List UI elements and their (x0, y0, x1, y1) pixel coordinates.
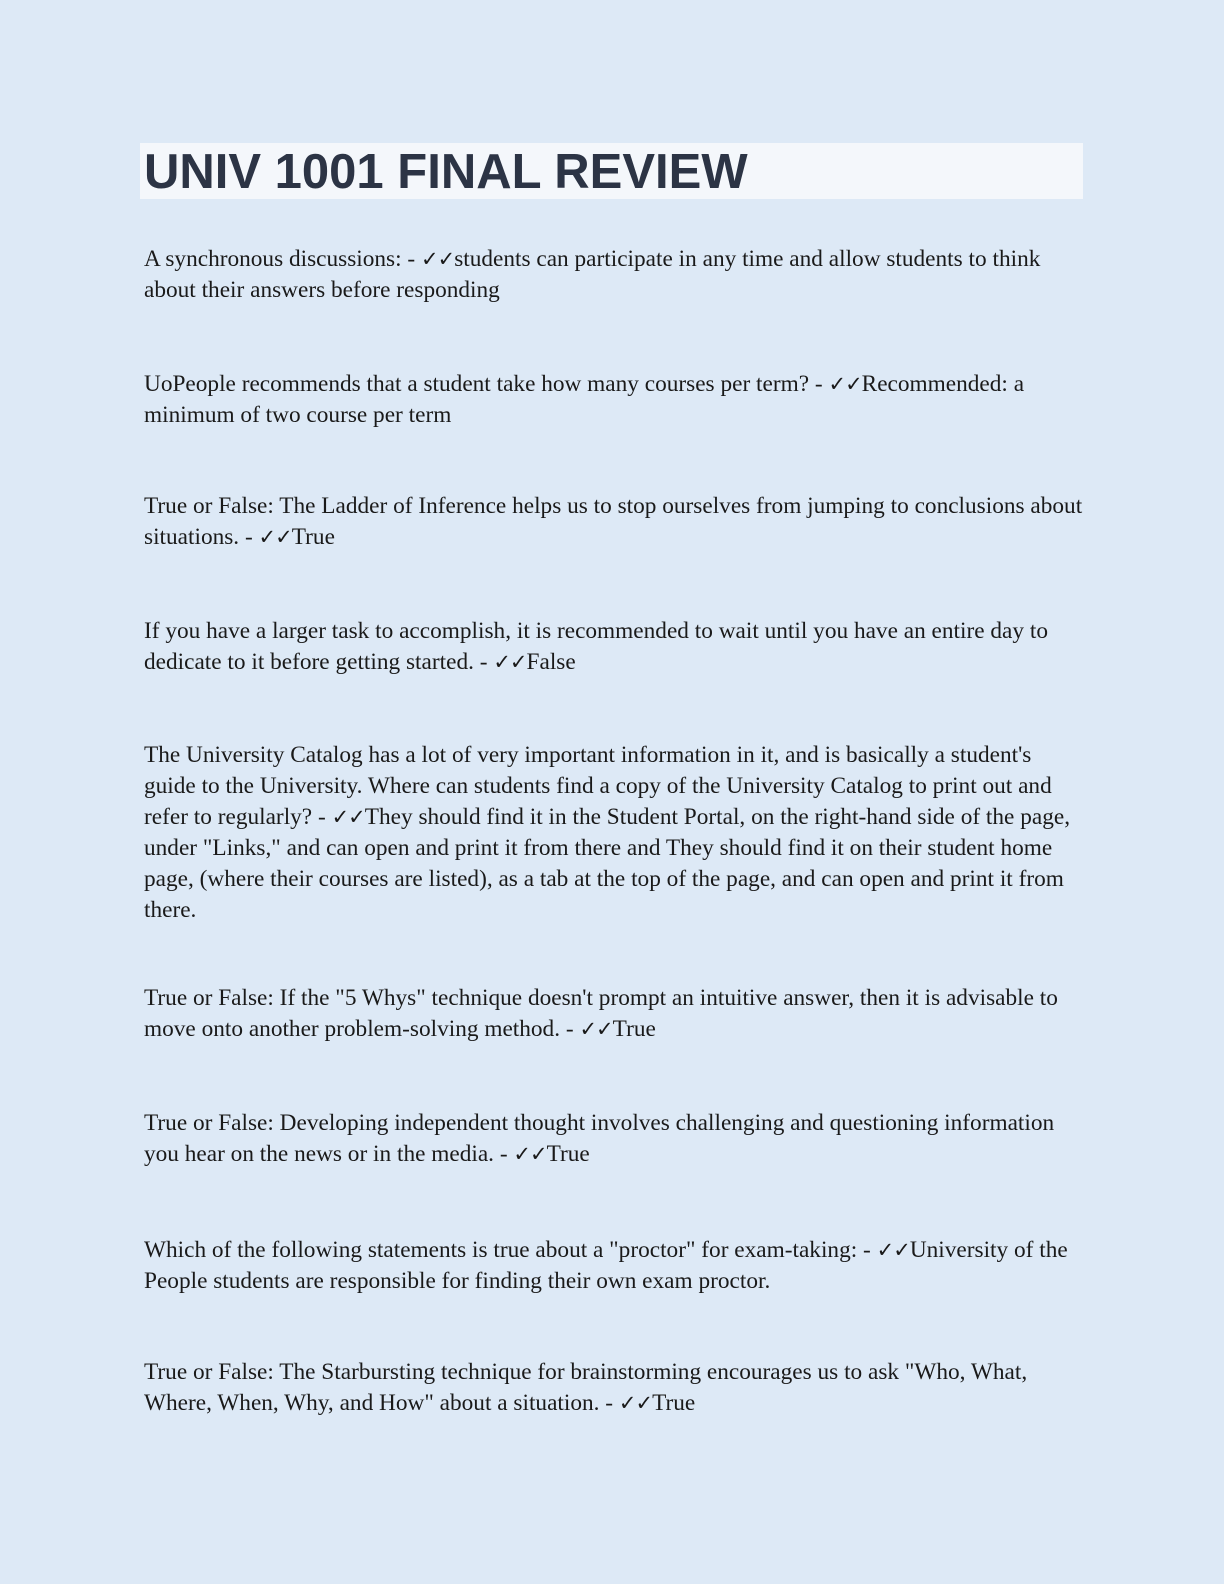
qa-item-8 (144, 1235, 1084, 1297)
double-check-icon: ✓✓ (420, 247, 455, 271)
qa-item-9 (144, 1357, 1084, 1419)
double-check-icon: ✓✓ (513, 1142, 547, 1166)
answer-text: True (291, 524, 335, 550)
double-check-icon: ✓✓ (618, 1391, 653, 1415)
answer-text: They should find it in the Student Portal, on the right-hand side of the page, under "Links," and can open and print it from there and They should find it on their student home page, (where their courses are listed), as a tab at the top of the page, and can open and print it from there. (144, 804, 1071, 923)
answer-text: True (546, 1141, 590, 1167)
answer-text: False (526, 649, 576, 675)
answer-text: True (652, 1390, 696, 1416)
question-text: UoPeople recommends that a student take how many courses per term? - (144, 371, 829, 397)
question-text: A synchronous discussions: - (144, 246, 421, 272)
qa-item-2 (144, 369, 1084, 431)
qa-item-1 (144, 244, 1084, 306)
question-text: If you have a larger task to accomplish, it is recommended to wait until you have an entire day to dedicate to it before getting started. - (144, 618, 1048, 675)
double-check-icon: ✓✓ (258, 525, 292, 549)
double-check-icon: ✓✓ (331, 805, 365, 829)
answer-text: students can participate in any time and allow students to think about their answers before responding (144, 246, 1041, 303)
double-check-icon: ✓✓ (828, 372, 862, 396)
answer-text: True (612, 1016, 656, 1042)
qa-item-3 (144, 491, 1084, 553)
double-check-icon: ✓✓ (579, 1017, 613, 1041)
qa-item-4 (144, 616, 1084, 678)
question-text: The University Catalog has a lot of very important information in it, and is basically a student's guide to the University. Where can students find a copy of the University Catalog to print out and refer to regularly? - (144, 742, 1052, 830)
qa-item-7 (144, 1108, 1084, 1170)
double-check-icon: ✓✓ (493, 650, 527, 674)
question-text: True or False: If the "5 Whys" technique doesn't prompt an intuitive answer, then it is advisable to move onto another problem-solving method. - (144, 985, 1058, 1042)
double-check-icon: ✓✓ (876, 1238, 910, 1262)
question-text: Which of the following statements is true about a "proctor" for exam-taking: - (144, 1237, 877, 1263)
question-text: True or False: The Ladder of Inference helps us to stop ourselves from jumping to conclusions about situations. - (144, 493, 1083, 550)
answer-text: Recommended: a minimum of two course per term (144, 371, 1025, 428)
qa-item-5 (144, 740, 1084, 926)
question-text: True or False: Developing independent thought involves challenging and questioning information you hear on the news or in the media. - (144, 1110, 1055, 1167)
question-text: True or False: The Starbursting technique for brainstorming encourages us to ask "Who, What, Where, When, Why, and How" about a situation. - (144, 1359, 1028, 1416)
qa-item-6 (144, 983, 1084, 1045)
page-title: UNIV 1001 FINAL REVIEW (144, 145, 748, 199)
answer-text: University of the People students are responsible for finding their own exam proctor. (144, 1237, 1068, 1294)
